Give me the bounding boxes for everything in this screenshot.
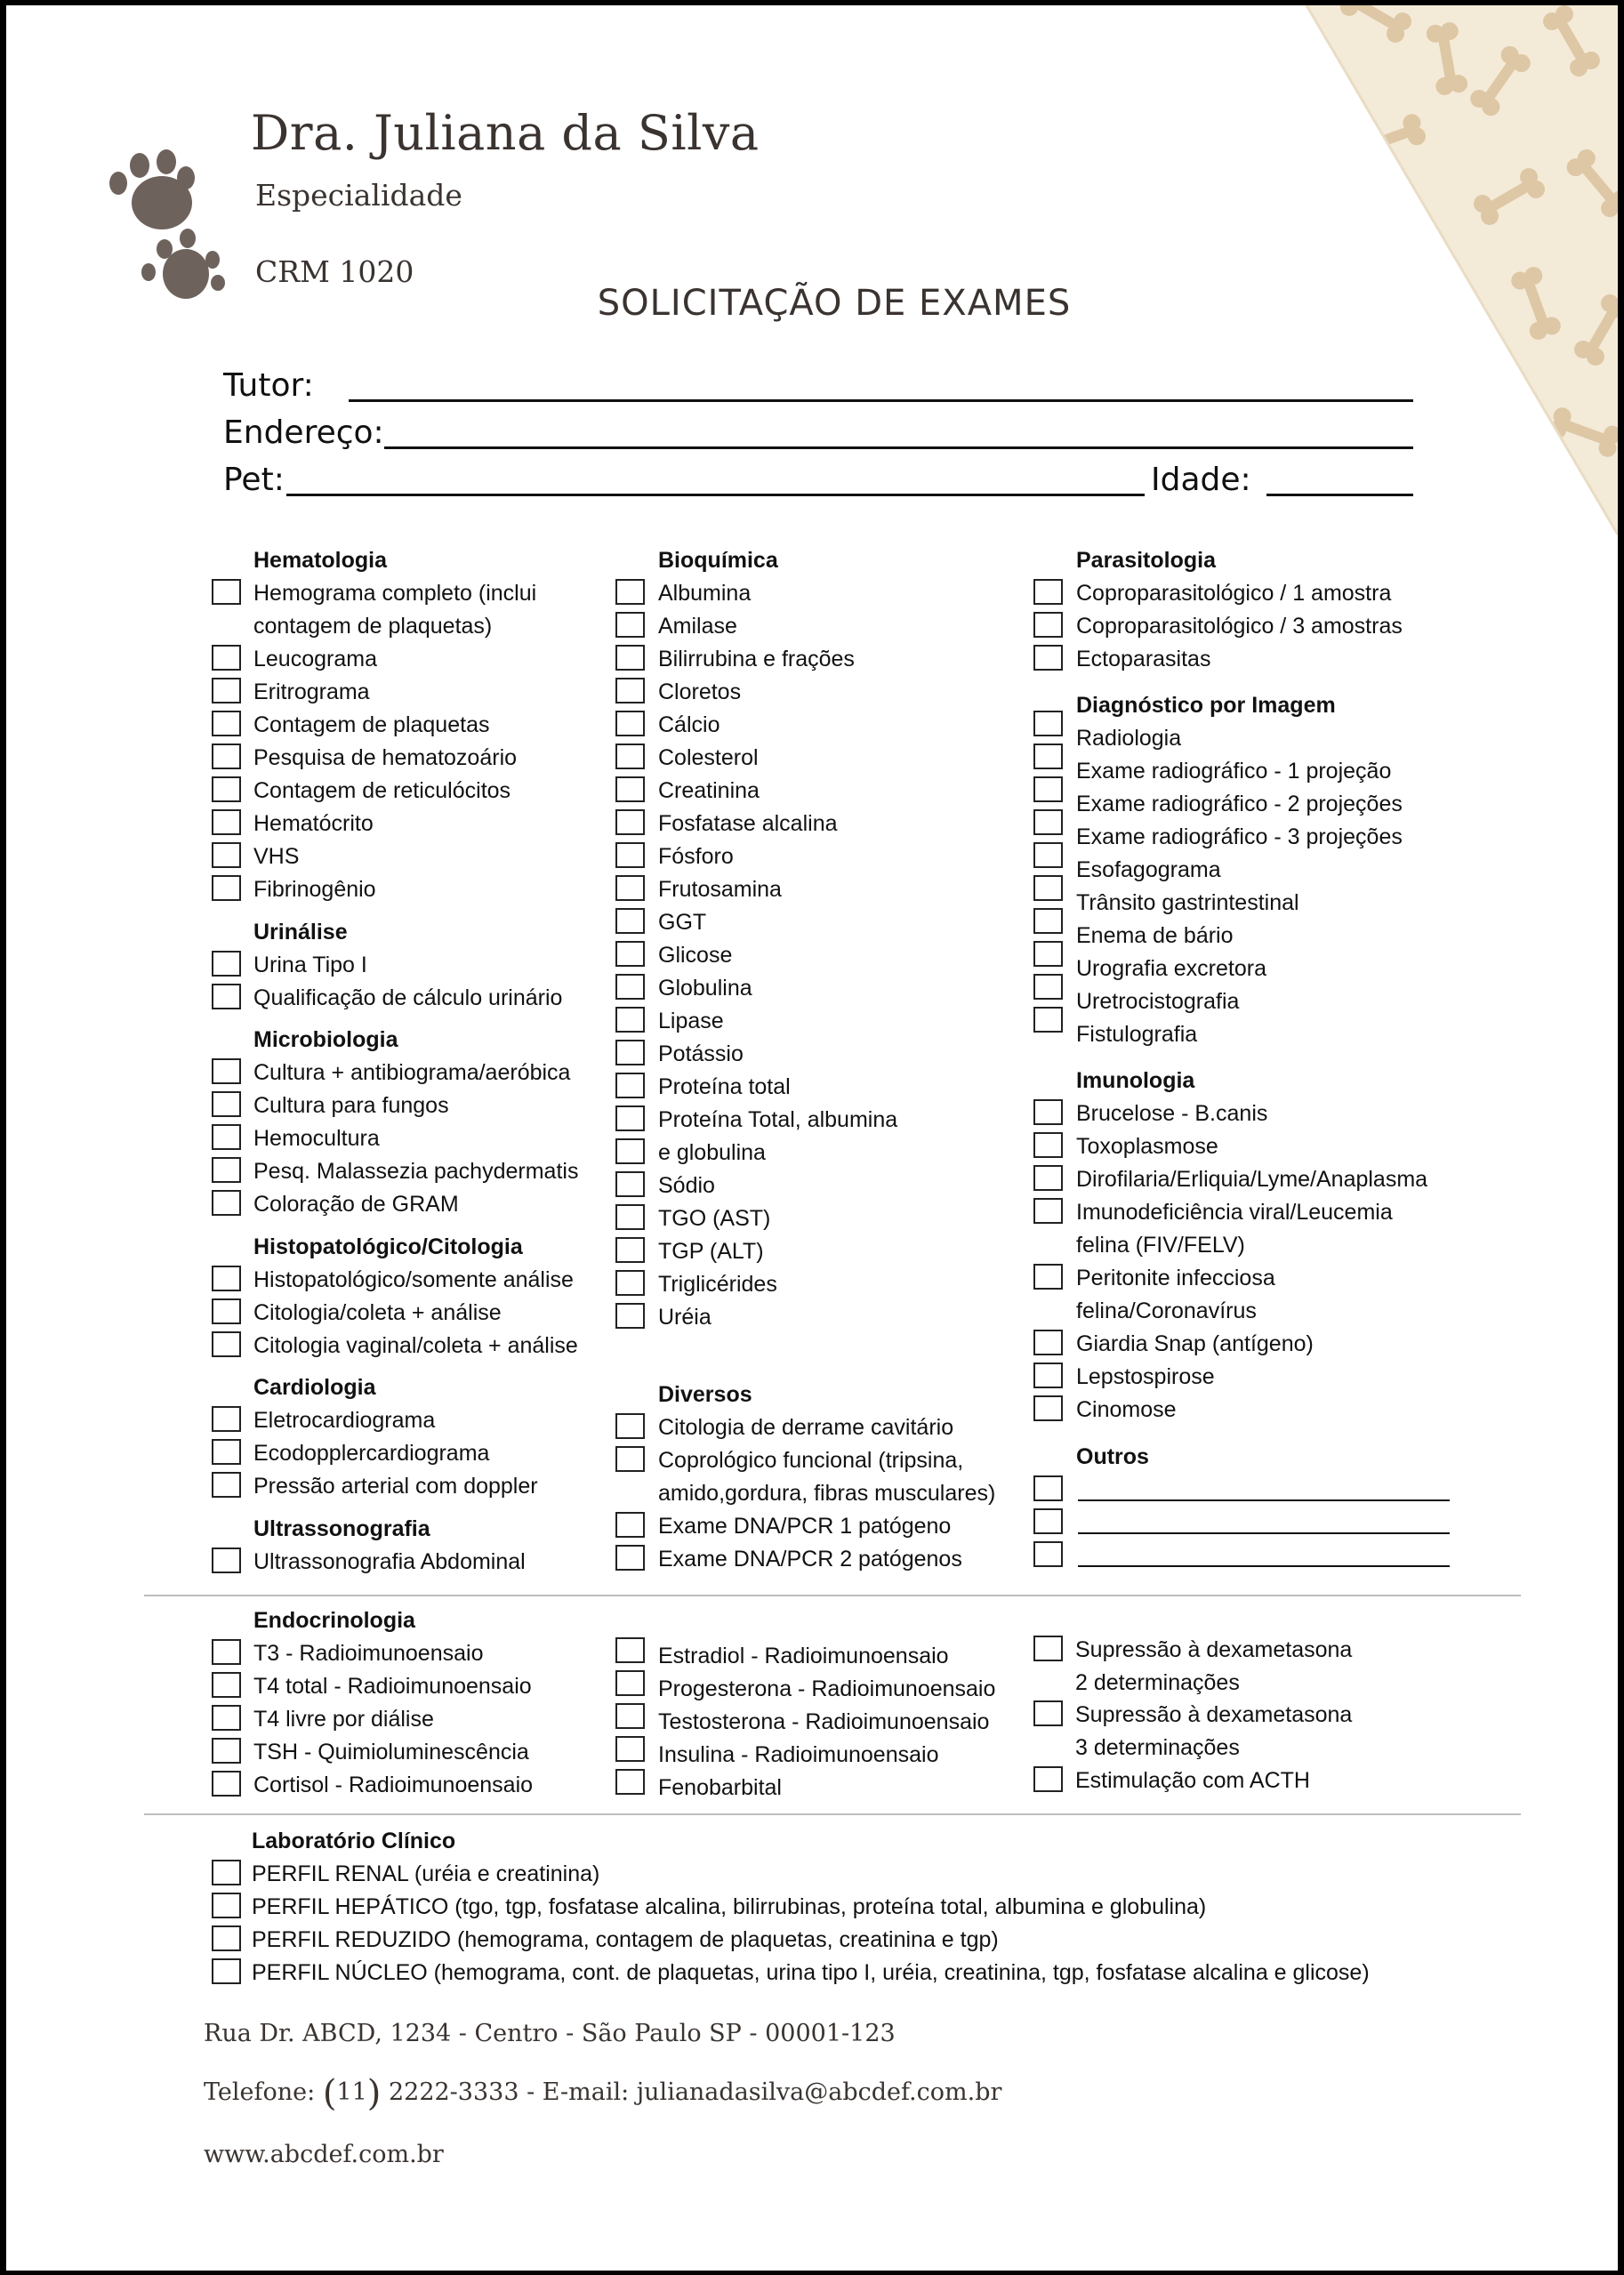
checkbox[interactable] bbox=[212, 1406, 241, 1432]
exam-label: Dirofilaria/Erliquia/Lyme/Anaplasma bbox=[1076, 1167, 1428, 1192]
checkbox[interactable] bbox=[212, 1893, 241, 1918]
checkbox[interactable] bbox=[615, 809, 645, 835]
exam-label: Triglicérides bbox=[658, 1272, 777, 1297]
exam-label: Citologia de derrame cavitário bbox=[658, 1415, 954, 1440]
exam-label: PERFIL RENAL (uréia e creatinina) bbox=[252, 1861, 600, 1886]
checkbox[interactable] bbox=[615, 1073, 645, 1098]
checkbox[interactable] bbox=[212, 744, 241, 769]
exam-label: Exame radiográfico - 3 projeções bbox=[1076, 824, 1403, 849]
checkbox[interactable] bbox=[1033, 1132, 1063, 1158]
section-heading-bioquimica: Bioquímica bbox=[658, 548, 778, 573]
exam-label: Exame DNA/PCR 1 patógeno bbox=[658, 1514, 952, 1539]
checkbox[interactable] bbox=[615, 744, 645, 769]
exam-label: Hemograma completo (inclui bbox=[253, 581, 537, 606]
exam-label: Cultura + antibiograma/aeróbica bbox=[253, 1060, 571, 1085]
exam-label: Esofagograma bbox=[1076, 857, 1221, 882]
checkbox[interactable] bbox=[1033, 645, 1063, 671]
checkbox[interactable] bbox=[212, 1639, 241, 1665]
checkbox[interactable] bbox=[1033, 1264, 1063, 1290]
exam-label: T4 total - Radioimunoensaio bbox=[253, 1674, 532, 1699]
exam-label: Ultrassonografia Abdominal bbox=[253, 1549, 526, 1574]
exam-label: Lipase bbox=[658, 1009, 724, 1033]
checkbox[interactable] bbox=[212, 1091, 241, 1117]
checkbox[interactable] bbox=[1033, 1363, 1063, 1388]
exam-label: Estimulação com ACTH bbox=[1075, 1768, 1310, 1793]
exam-label: Ecodopplercardiograma bbox=[253, 1441, 490, 1466]
section-heading-imagem: Diagnóstico por Imagem bbox=[1076, 693, 1336, 718]
exam-label: Contagem de reticulócitos bbox=[253, 778, 511, 803]
footer-website: www.abcdef.com.br bbox=[204, 2141, 444, 2168]
checkbox[interactable] bbox=[615, 1007, 645, 1033]
exam-label: Enema de bário bbox=[1076, 923, 1234, 948]
footer-phone-email bbox=[204, 2073, 1002, 2114]
checkbox[interactable] bbox=[615, 1237, 645, 1263]
checkbox[interactable] bbox=[1033, 1165, 1063, 1191]
exam-label: GGT bbox=[658, 910, 707, 935]
exam-label: Fenobarbital bbox=[658, 1775, 782, 1800]
exam-label: Imunodeficiência viral/Leucemia bbox=[1076, 1200, 1393, 1225]
doctor-specialty: Especialidade bbox=[255, 178, 462, 213]
exam-label: Proteína Total, albumina bbox=[658, 1107, 898, 1132]
exam-label: Urina Tipo I bbox=[253, 953, 367, 977]
exam-label: Citologia vaginal/coleta + análise bbox=[253, 1333, 578, 1358]
exam-label: Pesq. Malassezia pachydermatis bbox=[253, 1159, 579, 1184]
checkbox[interactable] bbox=[1033, 612, 1063, 638]
checkbox[interactable] bbox=[615, 842, 645, 868]
checkbox[interactable] bbox=[212, 579, 241, 605]
exam-label: Supressão à dexametasona bbox=[1075, 1702, 1353, 1727]
checkbox[interactable] bbox=[615, 941, 645, 967]
footer-paren-close: ) bbox=[366, 2073, 382, 2114]
checkbox[interactable] bbox=[1033, 875, 1063, 901]
checkbox[interactable] bbox=[615, 1171, 645, 1197]
checkbox[interactable] bbox=[212, 1157, 241, 1183]
checkbox[interactable] bbox=[1033, 1636, 1063, 1661]
exam-label: Pressão arterial com doppler bbox=[253, 1474, 538, 1499]
checkbox[interactable] bbox=[615, 1637, 645, 1663]
checkbox[interactable] bbox=[615, 612, 645, 638]
checkbox[interactable] bbox=[212, 678, 241, 703]
idade-field[interactable] bbox=[1266, 494, 1413, 496]
checkbox[interactable] bbox=[615, 579, 645, 605]
exam-label: Coproparasitológico / 1 amostra bbox=[1076, 581, 1392, 606]
exam-label: Potássio bbox=[658, 1041, 744, 1066]
exam-label: PERFIL HEPÁTICO (tgo, tgp, fosfatase alcalina, bilirrubinas, proteína total, albumina e globulina) bbox=[252, 1894, 1207, 1919]
exam-label: Coloração de GRAM bbox=[253, 1192, 459, 1217]
exam-label: PERFIL NÚCLEO (hemograma, cont. de plaquetas, urina tipo I, uréia, creatinina, tgp, fosfatase alcalina e glicose) bbox=[252, 1960, 1370, 1985]
checkbox[interactable] bbox=[615, 711, 645, 736]
exam-label: Cortisol - Radioimunoensaio bbox=[253, 1773, 534, 1797]
section-heading-diversos: Diversos bbox=[658, 1382, 752, 1407]
exam-label: Cultura para fungos bbox=[253, 1093, 449, 1118]
exam-label: Glicose bbox=[658, 943, 733, 968]
exam-label: Ectoparasitas bbox=[1076, 647, 1211, 671]
checkbox[interactable] bbox=[212, 1547, 241, 1573]
checkbox[interactable] bbox=[615, 1512, 645, 1538]
checkbox[interactable] bbox=[212, 1958, 241, 1984]
exam-label: Fibrinogênio bbox=[253, 877, 376, 902]
checkbox[interactable] bbox=[615, 1446, 645, 1472]
exam-label: Giardia Snap (antígeno) bbox=[1076, 1331, 1314, 1356]
checkbox[interactable] bbox=[212, 1439, 241, 1465]
doctor-name: Dra. Juliana da Silva bbox=[251, 105, 760, 161]
exam-label: T4 livre por diálise bbox=[253, 1707, 434, 1732]
exam-label: Peritonite infecciosa bbox=[1076, 1266, 1275, 1290]
checkbox[interactable] bbox=[212, 1925, 241, 1951]
exam-label: Testosterona - Radioimunoensaio bbox=[658, 1709, 990, 1734]
checkbox[interactable] bbox=[615, 1303, 645, 1329]
exam-label: Radiologia bbox=[1076, 726, 1182, 751]
checkbox[interactable] bbox=[615, 776, 645, 802]
footer-area-code: 11 bbox=[336, 2078, 367, 2106]
pet-label: Pet: bbox=[223, 462, 285, 498]
section-heading-imunologia: Imunologia bbox=[1076, 1068, 1195, 1093]
exam-label: Frutosamina bbox=[658, 877, 782, 902]
checkbox[interactable] bbox=[1033, 1541, 1063, 1567]
form-title: SOLICITAÇÃO DE EXAMES bbox=[597, 283, 1072, 324]
checkbox[interactable] bbox=[1033, 744, 1063, 769]
exam-label: Exame radiográfico - 1 projeção bbox=[1076, 759, 1392, 784]
checkbox[interactable] bbox=[1033, 941, 1063, 967]
checkbox[interactable] bbox=[1033, 842, 1063, 868]
checkbox[interactable] bbox=[615, 908, 645, 934]
endereco-label: Endereço: bbox=[223, 414, 384, 451]
exam-label: Eritrograma bbox=[253, 679, 370, 704]
checkbox[interactable] bbox=[212, 1472, 241, 1498]
exam-label: Exame radiográfico - 2 projeções bbox=[1076, 792, 1403, 816]
exam-label: Sódio bbox=[658, 1173, 715, 1198]
exam-request-form bbox=[6, 5, 1618, 2271]
exam-label-continued: 3 determinações bbox=[1075, 1735, 1240, 1760]
checkbox[interactable] bbox=[212, 1738, 241, 1764]
checkbox[interactable] bbox=[615, 1769, 645, 1795]
checkbox[interactable] bbox=[615, 1703, 645, 1729]
checkbox[interactable] bbox=[1033, 711, 1063, 736]
exam-label: Supressão à dexametasona bbox=[1075, 1637, 1353, 1662]
exam-label: Cloretos bbox=[658, 679, 742, 704]
section-divider bbox=[144, 1595, 1521, 1596]
checkbox[interactable] bbox=[212, 1705, 241, 1731]
tutor-field[interactable] bbox=[349, 399, 1413, 402]
exam-label: Exame DNA/PCR 2 patógenos bbox=[658, 1547, 962, 1572]
exam-label: Brucelose - B.canis bbox=[1076, 1101, 1268, 1126]
section-heading-microbiologia: Microbiologia bbox=[253, 1027, 398, 1052]
checkbox[interactable] bbox=[615, 1413, 645, 1439]
checkbox[interactable] bbox=[615, 1040, 645, 1065]
exam-label: Coproparasitológico / 3 amostras bbox=[1076, 614, 1403, 639]
exam-label: Hematócrito bbox=[253, 811, 374, 836]
checkbox[interactable] bbox=[1033, 809, 1063, 835]
checkbox[interactable] bbox=[212, 984, 241, 1009]
checkbox[interactable] bbox=[1033, 1475, 1063, 1501]
checkbox[interactable] bbox=[1033, 1330, 1063, 1355]
exam-label: Globulina bbox=[658, 976, 752, 1001]
exam-label: T3 - Radioimunoensaio bbox=[253, 1641, 484, 1666]
exam-label: Albumina bbox=[658, 581, 752, 606]
exam-label: Eletrocardiograma bbox=[253, 1408, 436, 1433]
checkbox[interactable] bbox=[212, 842, 241, 868]
checkbox[interactable] bbox=[615, 1670, 645, 1696]
exam-label: Proteína total bbox=[658, 1074, 791, 1099]
checkbox[interactable] bbox=[212, 809, 241, 835]
tutor-label: Tutor: bbox=[223, 367, 314, 404]
exam-label: Progesterona - Radioimunoensaio bbox=[658, 1676, 996, 1701]
checkbox[interactable] bbox=[212, 1190, 241, 1216]
footer-address: Rua Dr. ABCD, 1234 - Centro - São Paulo SP - 00001-123 bbox=[204, 2020, 896, 2047]
exam-label: Fósforo bbox=[658, 844, 734, 869]
checkbox[interactable] bbox=[1033, 908, 1063, 934]
exam-label-continued: amido,gordura, fibras musculares) bbox=[658, 1481, 996, 1506]
outros-line-1[interactable] bbox=[1078, 1499, 1450, 1501]
exam-label: Fistulografia bbox=[1076, 1022, 1198, 1047]
checkbox[interactable] bbox=[212, 1124, 241, 1150]
section-heading-outros: Outros bbox=[1076, 1444, 1149, 1469]
exam-label: Histopatológico/somente análise bbox=[253, 1267, 574, 1292]
checkbox[interactable] bbox=[1033, 1700, 1063, 1726]
exam-label: Amilase bbox=[658, 614, 737, 639]
checkbox[interactable] bbox=[1033, 1508, 1063, 1534]
footer-paren-open: ( bbox=[322, 2073, 337, 2114]
checkbox[interactable] bbox=[615, 645, 645, 671]
checkbox[interactable] bbox=[212, 875, 241, 901]
checkbox[interactable] bbox=[212, 1266, 241, 1291]
section-heading-parasitologia: Parasitologia bbox=[1076, 548, 1216, 573]
exam-label: Qualificação de cálculo urinário bbox=[253, 985, 563, 1010]
checkbox[interactable] bbox=[212, 1771, 241, 1797]
section-heading-hematologia: Hematologia bbox=[253, 548, 388, 573]
section-heading-cardiologia: Cardiologia bbox=[253, 1375, 376, 1400]
outros-line-2[interactable] bbox=[1078, 1532, 1450, 1534]
exam-label: e globulina bbox=[658, 1140, 766, 1165]
exam-label: Urografia excretora bbox=[1076, 956, 1266, 981]
checkbox[interactable] bbox=[1033, 579, 1063, 605]
checkbox[interactable] bbox=[1033, 776, 1063, 802]
checkbox[interactable] bbox=[615, 1138, 645, 1164]
checkbox[interactable] bbox=[1033, 1099, 1063, 1125]
checkbox[interactable] bbox=[212, 711, 241, 736]
exam-label: Colesterol bbox=[658, 745, 759, 770]
idade-label: Idade: bbox=[1151, 462, 1251, 498]
exam-label: Bilirrubina e frações bbox=[658, 647, 855, 671]
checkbox[interactable] bbox=[615, 974, 645, 1000]
pet-field[interactable] bbox=[286, 494, 1145, 496]
exam-label: TGP (ALT) bbox=[658, 1239, 764, 1264]
exam-label: Uretrocistografia bbox=[1076, 989, 1240, 1014]
checkbox[interactable] bbox=[615, 1204, 645, 1230]
exam-label: Pesquisa de hematozoário bbox=[253, 745, 518, 770]
exam-label: TSH - Quimioluminescência bbox=[253, 1740, 529, 1765]
checkbox[interactable] bbox=[1033, 974, 1063, 1000]
exam-label: Estradiol - Radioimunoensaio bbox=[658, 1644, 949, 1668]
exam-label: Cálcio bbox=[658, 712, 720, 737]
section-heading-endocrinologia: Endocrinologia bbox=[253, 1608, 415, 1633]
checkbox[interactable] bbox=[1033, 1766, 1063, 1792]
section-heading-histopatologico: Histopatológico/Citologia bbox=[253, 1234, 523, 1259]
checkbox[interactable] bbox=[212, 1672, 241, 1698]
exam-label-continued: felina (FIV/FELV) bbox=[1076, 1233, 1245, 1258]
checkbox[interactable] bbox=[615, 1736, 645, 1762]
outros-line-3[interactable] bbox=[1078, 1565, 1450, 1567]
exam-label: Hemocultura bbox=[253, 1126, 380, 1151]
checkbox[interactable] bbox=[212, 951, 241, 977]
exam-label: Contagem de plaquetas bbox=[253, 712, 490, 737]
exam-label: Lepstospirose bbox=[1076, 1364, 1215, 1389]
footer-phone-email-text: 2222-3333 - E-mail: julianadasilva@abcdef.com.br bbox=[381, 2078, 1002, 2106]
checkbox[interactable] bbox=[615, 875, 645, 901]
section-heading-ultrassonografia: Ultrassonografia bbox=[253, 1516, 430, 1541]
checkbox[interactable] bbox=[615, 1545, 645, 1571]
checkbox[interactable] bbox=[1033, 1007, 1063, 1033]
checkbox[interactable] bbox=[212, 776, 241, 802]
footer-phone-prefix: Telefone: bbox=[204, 2078, 323, 2106]
exam-label: Citologia/coleta + análise bbox=[253, 1300, 502, 1325]
section-heading-laboratorio: Laboratório Clínico bbox=[252, 1829, 456, 1853]
exam-label: Coprológico funcional (tripsina, bbox=[658, 1448, 964, 1473]
exam-label: VHS bbox=[253, 844, 300, 869]
section-heading-urinalise: Urinálise bbox=[253, 920, 348, 945]
exam-label: TGO (AST) bbox=[658, 1206, 771, 1231]
exam-label: Leucograma bbox=[253, 647, 377, 671]
checkbox[interactable] bbox=[212, 1058, 241, 1084]
exam-label: PERFIL REDUZIDO (hemograma, contagem de plaquetas, creatinina e tgp) bbox=[252, 1927, 999, 1952]
exam-label: Toxoplasmose bbox=[1076, 1134, 1218, 1159]
exam-label-continued: felina/Coronavírus bbox=[1076, 1298, 1257, 1323]
exam-label: Fosfatase alcalina bbox=[658, 811, 838, 836]
section-divider bbox=[144, 1813, 1521, 1815]
exam-label-continued: 2 determinações bbox=[1075, 1670, 1240, 1695]
endereco-field[interactable] bbox=[384, 446, 1413, 449]
checkbox[interactable] bbox=[615, 1270, 645, 1296]
exam-label: Uréia bbox=[658, 1305, 712, 1330]
checkbox[interactable] bbox=[615, 678, 645, 703]
checkbox[interactable] bbox=[1033, 1395, 1063, 1421]
checkbox[interactable] bbox=[1033, 1198, 1063, 1224]
checkbox[interactable] bbox=[615, 1105, 645, 1131]
doctor-crm: CRM 1020 bbox=[255, 254, 414, 289]
checkbox[interactable] bbox=[212, 1298, 241, 1324]
exam-label: Insulina - Radioimunoensaio bbox=[658, 1742, 939, 1767]
exam-label: Cinomose bbox=[1076, 1397, 1177, 1422]
exam-label: Creatinina bbox=[658, 778, 760, 803]
exam-label-continued: contagem de plaquetas) bbox=[253, 614, 493, 639]
checkbox[interactable] bbox=[212, 1860, 241, 1885]
exam-label: Trânsito gastrintestinal bbox=[1076, 890, 1299, 915]
checkbox[interactable] bbox=[212, 645, 241, 671]
checkbox[interactable] bbox=[212, 1331, 241, 1357]
